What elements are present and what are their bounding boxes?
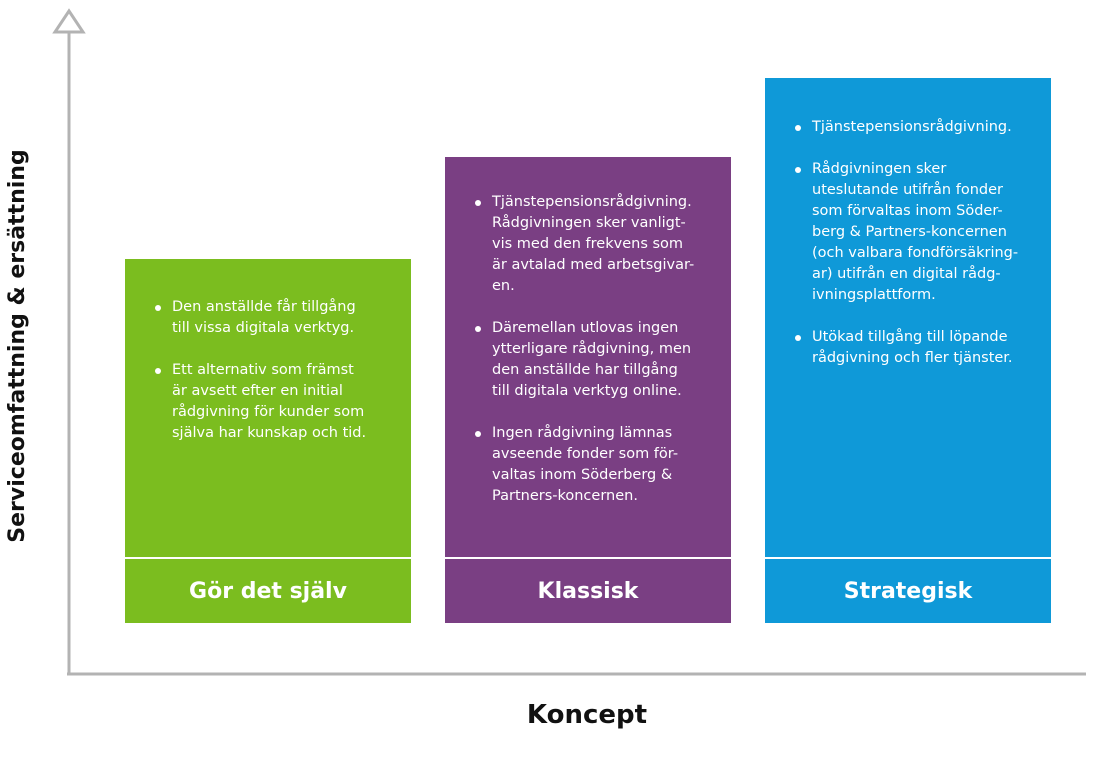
concept-box-strategisk (765, 78, 1051, 623)
concept-body (765, 78, 1051, 557)
concept-box-gor-det-sjalv (125, 259, 411, 623)
concept-body (445, 157, 731, 557)
concept-box-klassisk (445, 157, 731, 623)
bullet-item: Den anställde får tillgång till vissa digitala verktyg. (155, 297, 395, 339)
concept-title: Klassisk (445, 559, 731, 623)
bullet-item: Rådgivningen sker uteslutande utifrån fonder som förvaltas inom Söder- berg & Partners-koncernen (och valbara fondförsäkring- ar) utifrån en digital rådg- ivningsplattform. (795, 159, 1035, 306)
bullet-item: Tjänstepensionsrådgivning. Rådgivningen sker vanligt- vis med den frekvens som är avtalad med arbetsgivar- en. (475, 192, 715, 297)
x-axis-label: Koncept (526, 700, 648, 730)
bullet-item: Däremellan utlovas ingen ytterligare rådgivning, men den anställde har tillgång till digitala verktyg online. (475, 318, 715, 402)
concept-bullet-list (795, 117, 1035, 390)
y-axis-arrow-icon (55, 11, 83, 32)
bullet-item: Ett alternativ som främst är avsett efter en initial rådgivning för kunder som själva har kunskap och tid. (155, 360, 395, 444)
concept-bullet-list (475, 192, 715, 528)
bullet-item: Utökad tillgång till löpande rådgivning och fler tjänster. (795, 327, 1035, 369)
concept-body (125, 259, 411, 557)
bullet-item: Ingen rådgivning lämnas avseende fonder som för- valtas inom Söderberg & Partners-koncernen. (475, 423, 715, 507)
y-axis-label: Serviceomfattning & ersättning (5, 149, 30, 543)
concept-title: Strategisk (765, 559, 1051, 623)
concept-bullet-list (155, 297, 395, 465)
concept-title: Gör det själv (125, 559, 411, 623)
bullet-item: Tjänstepensionsrådgivning. (795, 117, 1035, 138)
